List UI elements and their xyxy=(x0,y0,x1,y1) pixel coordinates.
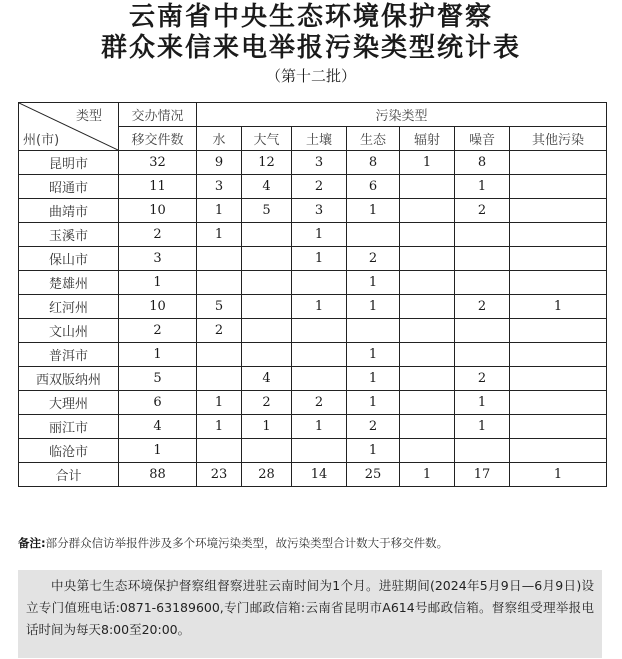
value-cell: 1 xyxy=(292,415,347,439)
column-header: 其他污染 xyxy=(510,127,607,151)
value-cell: 1 xyxy=(455,391,510,415)
value-cell xyxy=(400,319,455,343)
value-cell: 2 xyxy=(455,295,510,319)
corner-city-label: 州(市) xyxy=(23,133,60,148)
value-cell: 10 xyxy=(119,295,197,319)
value-cell xyxy=(455,439,510,463)
value-cell: 28 xyxy=(242,463,292,487)
title-line-1: 云南省中央生态环境保护督察 xyxy=(128,2,493,32)
value-cell: 2 xyxy=(242,391,292,415)
value-cell xyxy=(197,343,242,367)
table-row xyxy=(19,319,607,343)
value-cell xyxy=(197,271,242,295)
value-cell: 9 xyxy=(197,151,242,175)
value-cell xyxy=(347,223,400,247)
city-cell: 楚雄州 xyxy=(19,271,119,295)
table-row xyxy=(19,439,607,463)
value-cell: 2 xyxy=(347,415,400,439)
city-cell: 曲靖市 xyxy=(19,199,119,223)
info-box: 中央第七生态环境保护督察组督察进驻云南时间为1个月。进驻期间(2024年5月9日—6月9日)设立专门值班电话:0871-63189600,专门邮政信箱:云南省昆明市A614号邮政信箱。督察组受理举报电话时间为每天8:00至20:00。 xyxy=(18,570,602,658)
table-row xyxy=(19,367,607,391)
value-cell: 1 xyxy=(119,271,197,295)
city-cell: 昆明市 xyxy=(19,151,119,175)
value-cell: 17 xyxy=(455,463,510,487)
value-cell xyxy=(400,439,455,463)
column-header: 移交件数 xyxy=(119,127,197,151)
value-cell xyxy=(400,199,455,223)
value-cell xyxy=(510,343,607,367)
value-cell xyxy=(197,367,242,391)
value-cell: 1 xyxy=(292,295,347,319)
footnote xyxy=(18,535,618,551)
title-line-2: 群众来信来电举报污染类型统计表 xyxy=(100,33,521,63)
table-row xyxy=(19,415,607,439)
table-row xyxy=(19,295,607,319)
value-cell xyxy=(455,223,510,247)
column-header: 生态 xyxy=(347,127,400,151)
value-cell xyxy=(400,343,455,367)
value-cell: 1 xyxy=(400,463,455,487)
value-cell: 1 xyxy=(510,463,607,487)
value-cell: 1 xyxy=(510,295,607,319)
value-cell: 6 xyxy=(347,175,400,199)
value-cell: 6 xyxy=(119,391,197,415)
corner-type-label: 类型 xyxy=(75,109,102,124)
statistics-table xyxy=(18,102,607,487)
value-cell: 3 xyxy=(292,199,347,223)
column-header: 大气 xyxy=(242,127,292,151)
value-cell: 1 xyxy=(455,175,510,199)
value-cell: 1 xyxy=(347,295,400,319)
value-cell xyxy=(292,271,347,295)
value-cell xyxy=(242,343,292,367)
value-cell xyxy=(510,223,607,247)
city-cell: 临沧市 xyxy=(19,439,119,463)
value-cell: 2 xyxy=(455,367,510,391)
value-cell xyxy=(400,175,455,199)
value-cell xyxy=(400,271,455,295)
value-cell: 1 xyxy=(197,199,242,223)
table-row xyxy=(19,247,607,271)
city-cell: 合计 xyxy=(19,463,119,487)
value-cell: 1 xyxy=(347,343,400,367)
city-cell: 保山市 xyxy=(19,247,119,271)
value-cell xyxy=(242,247,292,271)
value-cell: 2 xyxy=(292,391,347,415)
value-cell: 1 xyxy=(119,343,197,367)
footnote-text: 部分群众信访举报件涉及多个环境污染类型，故污染类型合计数大于移交件数。 xyxy=(45,536,449,550)
value-cell xyxy=(242,223,292,247)
value-cell: 1 xyxy=(455,415,510,439)
value-cell: 4 xyxy=(119,415,197,439)
value-cell xyxy=(510,367,607,391)
value-cell: 1 xyxy=(347,439,400,463)
value-cell: 32 xyxy=(119,151,197,175)
value-cell xyxy=(347,319,400,343)
value-cell: 2 xyxy=(455,199,510,223)
value-cell xyxy=(242,319,292,343)
value-cell: 2 xyxy=(347,247,400,271)
table-row xyxy=(19,391,607,415)
value-cell: 1 xyxy=(119,439,197,463)
value-cell: 3 xyxy=(197,175,242,199)
value-cell: 4 xyxy=(242,175,292,199)
value-cell xyxy=(400,391,455,415)
value-cell xyxy=(197,439,242,463)
value-cell xyxy=(292,343,347,367)
value-cell xyxy=(510,151,607,175)
value-cell xyxy=(510,199,607,223)
value-cell xyxy=(197,247,242,271)
value-cell: 5 xyxy=(119,367,197,391)
value-cell: 2 xyxy=(119,319,197,343)
value-cell: 1 xyxy=(197,391,242,415)
value-cell: 23 xyxy=(197,463,242,487)
value-cell xyxy=(400,415,455,439)
value-cell: 1 xyxy=(292,247,347,271)
value-cell: 8 xyxy=(455,151,510,175)
value-cell: 5 xyxy=(197,295,242,319)
city-cell: 昭通市 xyxy=(19,175,119,199)
value-cell xyxy=(292,439,347,463)
value-cell xyxy=(510,247,607,271)
group-header-pollution: 污染类型 xyxy=(197,103,607,127)
value-cell xyxy=(292,367,347,391)
city-cell: 西双版纳州 xyxy=(19,367,119,391)
total-row xyxy=(19,463,607,487)
value-cell xyxy=(292,319,347,343)
table-row xyxy=(19,223,607,247)
column-header: 水 xyxy=(197,127,242,151)
value-cell: 1 xyxy=(197,223,242,247)
value-cell xyxy=(510,415,607,439)
table-row xyxy=(19,151,607,175)
value-cell: 1 xyxy=(197,415,242,439)
value-cell xyxy=(510,271,607,295)
table-row xyxy=(19,343,607,367)
value-cell xyxy=(455,343,510,367)
value-cell: 3 xyxy=(119,247,197,271)
value-cell: 12 xyxy=(242,151,292,175)
value-cell xyxy=(510,391,607,415)
value-cell xyxy=(242,271,292,295)
column-header: 噪音 xyxy=(455,127,510,151)
table-body xyxy=(19,151,607,487)
value-cell xyxy=(242,295,292,319)
city-cell: 玉溪市 xyxy=(19,223,119,247)
corner-header-cell xyxy=(19,103,119,151)
value-cell xyxy=(455,319,510,343)
value-cell xyxy=(400,295,455,319)
value-cell xyxy=(455,247,510,271)
value-cell: 11 xyxy=(119,175,197,199)
value-cell: 1 xyxy=(400,151,455,175)
value-cell xyxy=(242,439,292,463)
value-cell: 1 xyxy=(242,415,292,439)
column-header: 辐射 xyxy=(400,127,455,151)
value-cell xyxy=(510,319,607,343)
value-cell: 1 xyxy=(347,391,400,415)
value-cell: 8 xyxy=(347,151,400,175)
city-cell: 文山州 xyxy=(19,319,119,343)
value-cell: 5 xyxy=(242,199,292,223)
value-cell xyxy=(400,223,455,247)
city-cell: 大理州 xyxy=(19,391,119,415)
table-row xyxy=(19,175,607,199)
footnote-label: 备注: xyxy=(18,536,46,550)
city-cell: 普洱市 xyxy=(19,343,119,367)
subtitle: （第十二批） xyxy=(265,67,356,85)
table-row xyxy=(19,271,607,295)
value-cell: 1 xyxy=(292,223,347,247)
value-cell xyxy=(510,439,607,463)
city-cell: 红河州 xyxy=(19,295,119,319)
group-header-transfer: 交办情况 xyxy=(119,103,197,127)
header-row-1 xyxy=(19,103,607,127)
value-cell: 1 xyxy=(347,367,400,391)
value-cell: 1 xyxy=(347,271,400,295)
value-cell xyxy=(510,175,607,199)
value-cell xyxy=(455,271,510,295)
value-cell: 14 xyxy=(292,463,347,487)
table-row xyxy=(19,199,607,223)
value-cell: 88 xyxy=(119,463,197,487)
value-cell: 2 xyxy=(292,175,347,199)
value-cell xyxy=(400,247,455,271)
value-cell: 10 xyxy=(119,199,197,223)
city-cell: 丽江市 xyxy=(19,415,119,439)
column-header: 土壤 xyxy=(292,127,347,151)
value-cell: 3 xyxy=(292,151,347,175)
value-cell: 2 xyxy=(119,223,197,247)
value-cell: 2 xyxy=(197,319,242,343)
value-cell xyxy=(400,367,455,391)
value-cell: 25 xyxy=(347,463,400,487)
value-cell: 1 xyxy=(347,199,400,223)
value-cell: 4 xyxy=(242,367,292,391)
